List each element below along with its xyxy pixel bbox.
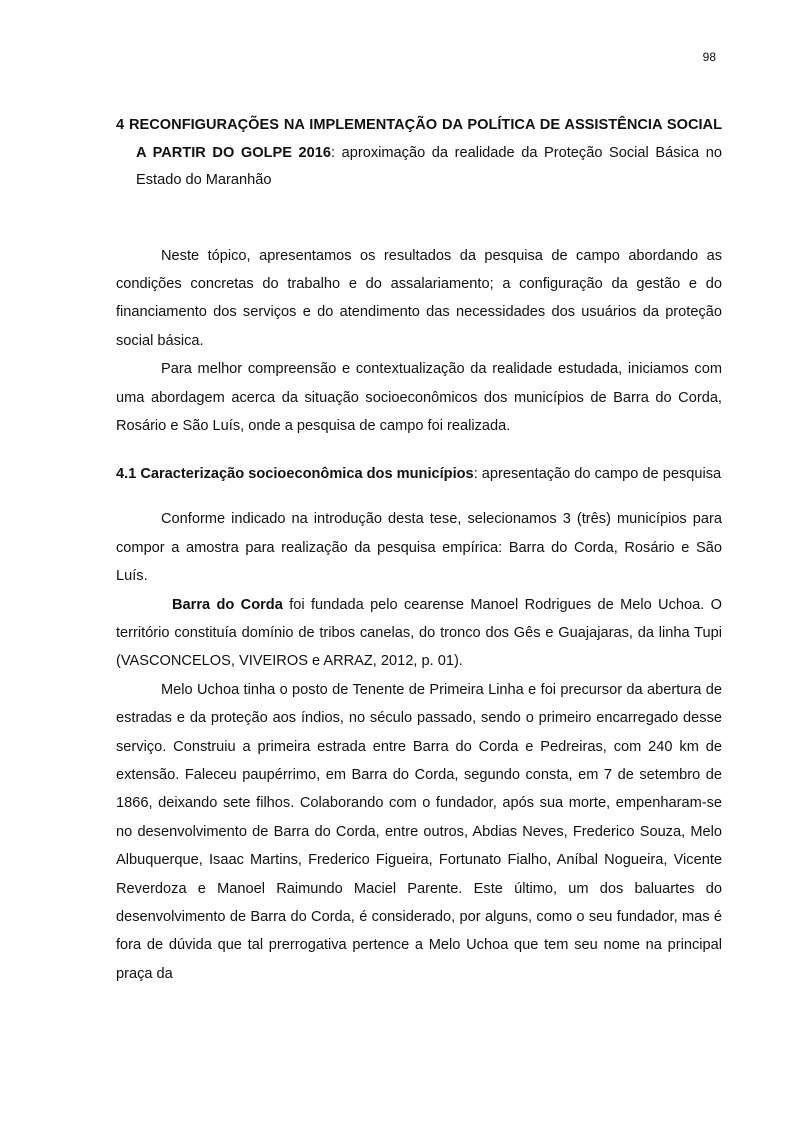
section-heading-title: 4.1 Caracterização socioeconômica dos municípios	[116, 466, 474, 483]
intro-paragraph-1: Neste tópico, apresentamos os resultados da pesquisa de campo abordando as condições concretas do trabalho e do assalariamento; a configuração da gestão e do financiamento dos serviços e do atendimento das necessidades dos usuários da proteção social básica.	[116, 247, 722, 349]
section-paragraph-3: Melo Uchoa tinha o posto de Tenente de Primeira Linha e foi precursor da abertura de estradas e da proteção aos índios, no século passado, sendo o primeiro encarregado desse serviço. Construiu a primeira estrada entre Barra do Corda e Pedreiras, com 240 km de extensão. Faleceu paupérrimo, em Barra do Corda, segundo consta, em 7 de setembro de 1866, deixando sete filhos. Colaborando com o fundador, após sua morte, empenharam-se no desenvolvimento de Barra do Corda, entre outros, Abdias Neves, Frederico Souza, Melo Albuquerque, Isaac Martins, Frederico Figueira, Fortunato Fialho, Aníbal Nogueira, Vicente Reverdoza e Manoel Raimundo Maciel Parente. Este último, um dos baluartes do desenvolvimento de Barra do Corda, é considerado, por alguns, como o seu fundador, mas é fora de dúvida que tal prerrogativa pertence a Melo Uchoa que tem seu nome na principal praça da	[116, 681, 722, 982]
section-paragraph-2	[116, 591, 722, 676]
chapter-heading	[116, 112, 722, 195]
chapter-heading-subtitle: : aproximação da realidade da Proteção Social Básica no Estado do Maranhão	[136, 144, 722, 188]
chapter-heading-title: 4 RECONFIGURAÇÕES NA IMPLEMENTAÇÃO DA POLÍTICA DE ASSISTÊNCIA SOCIAL A PARTIR DO GOLPE 2016	[116, 117, 722, 161]
page-number: 98	[702, 50, 716, 64]
intro-paragraph-2: Para melhor compreensão e contextualização da realidade estudada, iniciamos com uma abordagem acerca da situação socioeconômicos dos municípios de Barra do Corda, Rosário e São Luís, onde a pesquisa de campo foi realizada.	[116, 361, 722, 434]
section-paragraph-1: Conforme indicado na introdução desta tese, selecionamos 3 (três) municípios para compor a amostra para realização da pesquisa empírica: Barra do Corda, Rosário e São Luís.	[116, 511, 722, 585]
section-heading-subtitle: : apresentação do campo de pesquisa	[473, 466, 722, 483]
barra-do-corda-term: Barra do Corda	[172, 596, 283, 613]
page-content	[116, 112, 722, 988]
section-paragraph-2-text: foi fundada pelo cearense Manoel Rodrigues de Melo Uchoa. O território constituía domínio de tribos canelas, do tronco dos Gês e Guajajaras, da linha Tupi (VASCONCELOS, VIVEIROS e ARRAZ, 2012, p. 01).	[116, 596, 723, 670]
section-heading	[116, 460, 722, 488]
